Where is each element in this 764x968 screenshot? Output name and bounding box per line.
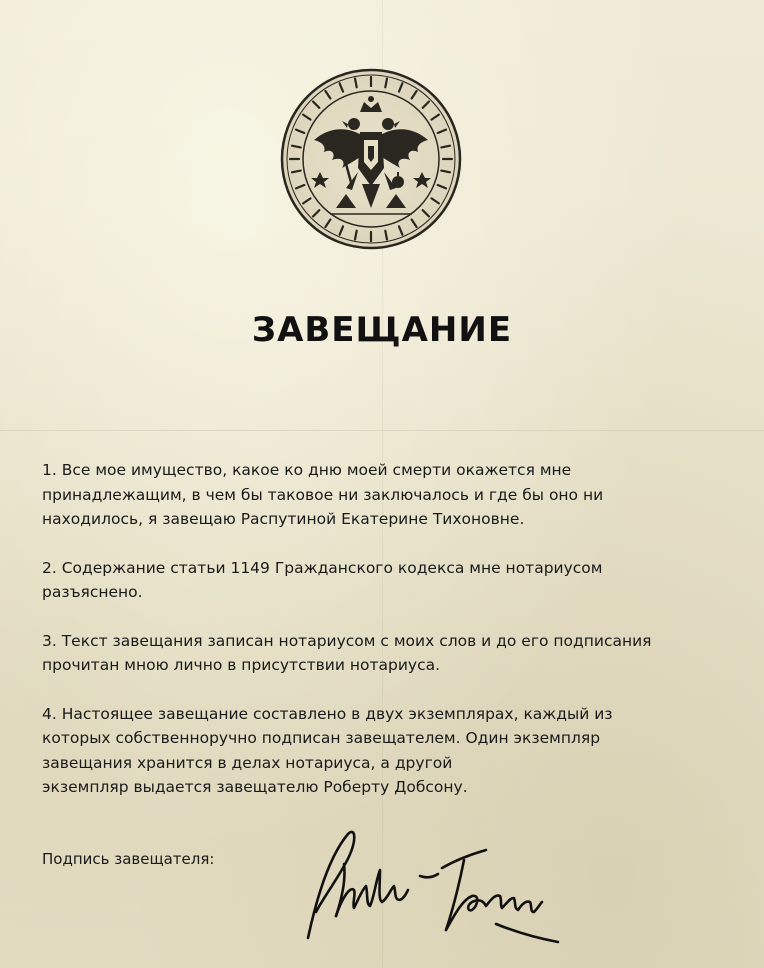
clause-3: 3. Текст завещания записан нотариусом с моих слов и до его подписания прочитан мною лично в присутствии нотариуса. [42, 631, 652, 674]
clause-1: 1. Все мое имущество, какое ко дню моей смерти окажется мне принадлежащим, в чем бы таковое ни заключалось и где бы оно ни находилось, я завещаю Распутиной Екатерине Тихоновне. [42, 461, 604, 528]
clause-4: 4. Настоящее завещание составлено в двух экземплярах, каждый из которых собственноручно подписан завещателем. Один экземпляр завещания хранится в делах нотариуса, а другой экземпляр выдается завещателю Роберту Добсону. [42, 704, 613, 796]
double-headed-eagle-seal-icon [280, 68, 462, 250]
signature-label: Подпись завещателя: [42, 850, 215, 868]
handwritten-signature [296, 820, 566, 950]
document-title: ЗАВЕЩАНИЕ [251, 310, 513, 350]
clause-2: 2. Содержание статьи 1149 Гражданского кодекса мне нотариусом разъяснено. [42, 558, 603, 601]
clauses-list [42, 458, 732, 824]
